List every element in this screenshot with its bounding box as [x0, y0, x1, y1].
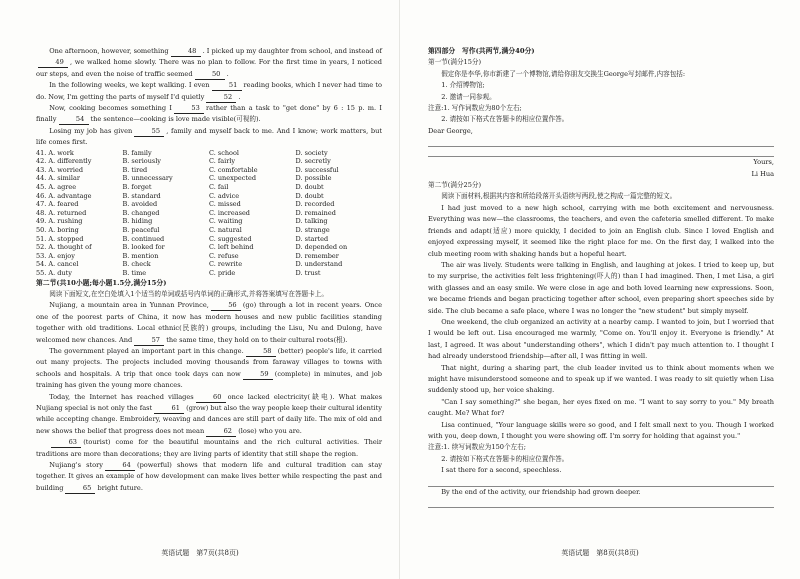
grammar-paragraph-4: 63 (tourist) come for the beautiful mountains and the rich cultural activities. Their traditions are more than decorations; they are living parts of identity that still shape the region. — [36, 438, 382, 458]
option-c[interactable]: C. pride — [209, 268, 236, 277]
page-footer-left: 英语试题 第7页(共8页) — [161, 549, 239, 557]
blank-50[interactable]: 50 — [195, 70, 225, 80]
section1-point-1: 1. 介绍博物馆; — [441, 81, 485, 90]
option-row — [36, 149, 382, 158]
option-d[interactable]: D. possible — [295, 174, 332, 183]
option-a[interactable]: 42. A. differently — [36, 157, 92, 166]
cloze-paragraph-4: Losing my job has given 55 , family and myself back to me. And I know; work matters, but life comes first. — [36, 126, 383, 147]
grammar-paragraph-2: The government played an important part in this change. 58 (better) people's life, it carried out many projects. The projects included moving thousands from faraway villages to towns with schools and hospitals. A trip that once took days can now 59 (complete) in minutes, and job training has given the young more chances. — [36, 347, 382, 390]
story-paragraph-2: The air was lively. Students were talking in English, and laughing at jokes. I tried to keep up, but to my surprise, the activities felt less frightening(吓人的) than I had imagined. Then, I met Lisa, a girl with glasses and an easy smile. We were close in age and both loved learning new expressions. Soon, we became friends and began practicing together after school, even preparing short speeches side by side. The club became a safe place, where I was no longer the "new student" but simply myself. — [428, 260, 774, 315]
option-d[interactable]: D. secretly — [295, 157, 331, 166]
blank-61[interactable]: 61 — [154, 404, 184, 414]
grammar-paragraph-1: Nujiang, a mountain area in Yunnan Province, 56 (go) through a lot in recent years. Once one of the poorest parts of China, it now has modern houses and new public facilities standing together with old traditions. Local ethnic(民族的) groups, including the Lisu, Nu and Dulong, have welcomed new chances. And 57 the same time, they hold on to their cultural roots(根). — [36, 301, 382, 344]
option-b[interactable]: B. tired — [122, 165, 148, 174]
option-c[interactable]: C. refuse — [209, 251, 239, 260]
option-d[interactable]: D. doubt — [295, 183, 324, 192]
story-paragraph-1: I had just moved to a new high school, carrying with me both excitement and nervousness. Everything was new—the classrooms, the teachers, and even the cafeteria smelled different. To make friends and adapt(适应) more quickly, I decided to join an English club. Since I loved English and enjoyed expressing myself, it seemed like the right place for me. On the first day, I walked into the club meeting room with shaking hands but a hopeful heart. — [428, 203, 774, 258]
option-a[interactable]: 43. A. worried — [36, 165, 84, 174]
section2-note-2: 2. 请按如下格式在答题卡的相应位置作答。 — [441, 454, 569, 463]
option-b[interactable]: B. peaceful — [122, 226, 160, 234]
blank-56[interactable]: 56 — [211, 301, 241, 311]
option-b[interactable]: B. seriously — [122, 157, 161, 166]
option-d[interactable]: D. talking — [295, 217, 328, 226]
option-a[interactable]: 44. A. similar — [36, 174, 80, 183]
option-c[interactable]: C. school — [209, 148, 239, 157]
option-row — [36, 209, 382, 218]
option-c[interactable]: C. comfortable — [209, 165, 258, 174]
option-row — [36, 269, 382, 278]
option-d[interactable]: D. strange — [295, 226, 330, 234]
option-d[interactable]: D. society — [295, 148, 328, 157]
section1-point-2: 2. 邀请一同参观。 — [441, 92, 496, 101]
option-row — [36, 157, 382, 166]
option-d[interactable]: D. recorded — [295, 200, 335, 209]
blank-55[interactable]: 55 — [134, 127, 164, 137]
option-a[interactable]: 51. A. stopped — [36, 234, 84, 243]
option-c[interactable]: C. increased — [209, 208, 250, 217]
option-d[interactable]: D. remained — [295, 208, 336, 217]
blank-62[interactable]: 62 — [206, 427, 236, 437]
blank-51[interactable]: 51 — [212, 81, 242, 91]
page-footer-right: 英语试题 第8页(共8页) — [561, 549, 639, 557]
option-d[interactable]: D. trust — [295, 268, 321, 277]
blank-64[interactable]: 64 — [105, 461, 135, 471]
option-row — [36, 235, 382, 244]
option-a[interactable]: 41. A. work — [36, 148, 74, 157]
writing-line[interactable] — [428, 477, 774, 487]
blank-58[interactable]: 58 — [246, 347, 276, 357]
option-a[interactable]: 48. A. returned — [36, 208, 87, 217]
continuation-start-1: I sat there for a second, speechless. — [441, 466, 562, 475]
writing-line[interactable] — [428, 137, 774, 147]
section2-heading-right: 第二节(满分25分) — [428, 181, 482, 190]
option-row — [36, 243, 382, 252]
option-b[interactable]: B. looked for — [122, 243, 165, 252]
option-b[interactable]: B. standard — [122, 191, 161, 200]
option-c[interactable]: C. missed — [209, 200, 241, 209]
option-d[interactable]: D. started — [295, 234, 329, 243]
option-b[interactable]: B. avoided — [122, 200, 158, 209]
section1-heading: 第一节(满分15分) — [428, 58, 482, 67]
section1-note-2: 2. 请按如下格式在答题卡的相应位置作答。 — [441, 115, 569, 124]
signoff-name: Li Hua — [751, 169, 774, 178]
option-row — [36, 200, 382, 209]
option-b[interactable]: B. mention — [122, 251, 159, 260]
option-a[interactable]: 46. A. advantage — [36, 191, 92, 200]
option-d[interactable]: D. successful — [295, 165, 339, 174]
option-d[interactable]: D. understand — [295, 260, 343, 269]
cloze-paragraph-2: In the following weeks, we kept walking. I even 51 reading books, which I never had time to do. Now, I'm getting the parts of myself I'd quietly 52 . — [36, 81, 382, 101]
option-c[interactable]: C. fail — [209, 183, 229, 192]
option-c[interactable]: C. waiting — [209, 217, 243, 226]
section1-instructions: 假定你是李华,你市新建了一个博物馆,请给你朋友交换生George写封邮件,内容包括: — [441, 69, 686, 78]
option-c[interactable]: C. natural — [209, 226, 242, 234]
option-d[interactable]: D. doubt — [295, 191, 324, 200]
blank-57[interactable]: 57 — [134, 336, 164, 346]
option-a[interactable]: 52. A. thought of — [36, 243, 92, 252]
blank-49[interactable]: 49 — [38, 58, 68, 68]
option-row — [36, 226, 382, 235]
option-b[interactable]: B. changed — [122, 208, 160, 217]
blank-54[interactable]: 54 — [59, 115, 89, 125]
section2-instructions-right: 阅读下面材料,根据其内容和所给段落开头语续写两段,使之构成一篇完整的短文。 — [441, 192, 677, 201]
option-c[interactable]: C. unexpected — [209, 174, 257, 183]
part4-heading: 第四部分 写作(共两节,满分40分) — [428, 47, 535, 55]
option-row — [36, 166, 382, 175]
signoff-yours: Yours, — [753, 158, 774, 167]
option-b[interactable]: B. check — [122, 260, 151, 269]
story-paragraph-5: "Can I say something?" she began, her eyes fixed on me. "I want to say sorry to you." My breath caught. Me? What for? — [428, 397, 774, 418]
section2-note-1: 注意:1. 续写词数应为150个左右; — [428, 443, 526, 452]
continuation-start-2: By the end of the activity, our friendship had grown deeper. — [441, 487, 641, 496]
option-b[interactable]: B. forget — [122, 183, 152, 192]
option-a[interactable]: 53. A. enjoy — [36, 251, 75, 260]
cloze-paragraph-1: One afternoon, however, something 48 . I picked up my daughter from school, and instead of49 , we walked home slowly. There was no plan to follow. For the first time in years, I noticed our steps, and even the noise of traffic seemed 50 . — [36, 47, 382, 78]
section1-note-1: 注意:1. 写作词数应为80个左右; — [428, 104, 522, 113]
blank-65[interactable]: 65 — [65, 484, 95, 494]
story-paragraph-6: Lisa continued, "Your language skills were so good, and I felt small next to you. Though I worked with you, deep down, I thought you were showing off. I'm sorry for holding that against you." — [428, 420, 774, 440]
writing-line[interactable] — [428, 147, 774, 157]
email-greeting: Dear George, — [428, 126, 473, 135]
option-row — [36, 192, 382, 201]
option-b[interactable]: B. unnecessary — [122, 174, 173, 183]
option-b[interactable]: B. hiding — [122, 217, 153, 226]
blank-52[interactable]: 52 — [206, 93, 236, 103]
story-paragraph-4: That night, during a sharing part, the club leader invited us to think about moments when we might have misunderstood someone and to speak up if we wanted. I was ready to sit quietly when Lisa suddenly stood up, her voice shaking. — [428, 363, 774, 395]
cloze-paragraph-3: Now, cooking becomes something I 53 rather than a task to "get done" by 6 : 15 p. m. I finally 54 the sentence—cooking is love made visible(可视的). — [36, 104, 382, 124]
section2-instructions: 阅读下面短文,在空白处填入1个适当的单词或括号内单词的正确形式,并将答案填写在答题卡上。 — [49, 289, 328, 298]
option-c[interactable]: C. suggested — [209, 234, 252, 243]
blank-63[interactable]: 63 — [51, 438, 81, 448]
option-a[interactable]: 55. A. duty — [36, 268, 72, 277]
option-row — [36, 174, 382, 183]
blank-60[interactable]: 60 — [196, 393, 226, 403]
option-b[interactable]: B. continued — [122, 234, 165, 243]
option-b[interactable]: B. time — [122, 268, 147, 277]
option-a[interactable]: 54. A. cancel — [36, 260, 79, 269]
option-d[interactable]: D. depended on — [295, 243, 348, 252]
grammar-paragraph-5: Nujiang's story 64 (powerful) shows that modern life and cultural tradition can stay together. It gives an example of how development can make lives better while respecting the past and building 65 bright future. — [36, 461, 382, 492]
option-row — [36, 217, 382, 226]
option-c[interactable]: C. left behind — [209, 243, 254, 252]
option-a[interactable]: 45. A. agree — [36, 183, 77, 192]
option-row — [36, 183, 382, 192]
page-8 — [400, 0, 800, 579]
option-b[interactable]: B. family — [122, 148, 152, 157]
writing-line[interactable] — [428, 498, 774, 508]
option-c[interactable]: C. rewrite — [209, 260, 243, 269]
blank-59[interactable]: 59 — [243, 370, 273, 380]
story-paragraph-3: One weekend, the club organized an activity at a nearby camp. I wanted to join, but I worried that I would be left out. Lisa encouraged me warmly, "Come on. You'll enjoy it. Everyone is friendly." At last, I agreed. It was about "understanding others", which I didn't pay much attention to. I thought I had already understood friendship—after all, I was fitting in well. — [428, 317, 774, 361]
grammar-paragraph-3: Today, the Internet has reached villages 60 once lacked electricity(缺电). What makes Nujiang special is not only the fast 61 (grow) but also the way people keep their cultural identity while accepting change. Embroidery, weaving and dances are still part of daily life. The mix of old and new shows the belief that progress does not mean 62 (lose) who you are. — [36, 392, 382, 435]
option-row — [36, 252, 382, 261]
section2-heading: 第二节(共10小题;每小题1.5分,满分15分) — [36, 278, 167, 287]
option-a[interactable]: 47. A. feared — [36, 200, 79, 209]
option-c[interactable]: C. advice — [209, 191, 240, 200]
option-d[interactable]: D. remember — [295, 251, 339, 260]
blank-48[interactable]: 48 — [171, 47, 201, 57]
blank-53[interactable]: 53 — [174, 104, 204, 114]
option-a[interactable]: 49. A. rushing — [36, 217, 83, 226]
option-a[interactable]: 50. A. boring — [36, 226, 79, 234]
option-c[interactable]: C. fairly — [209, 157, 236, 166]
option-row — [36, 260, 382, 269]
cloze-options-table — [36, 149, 382, 278]
